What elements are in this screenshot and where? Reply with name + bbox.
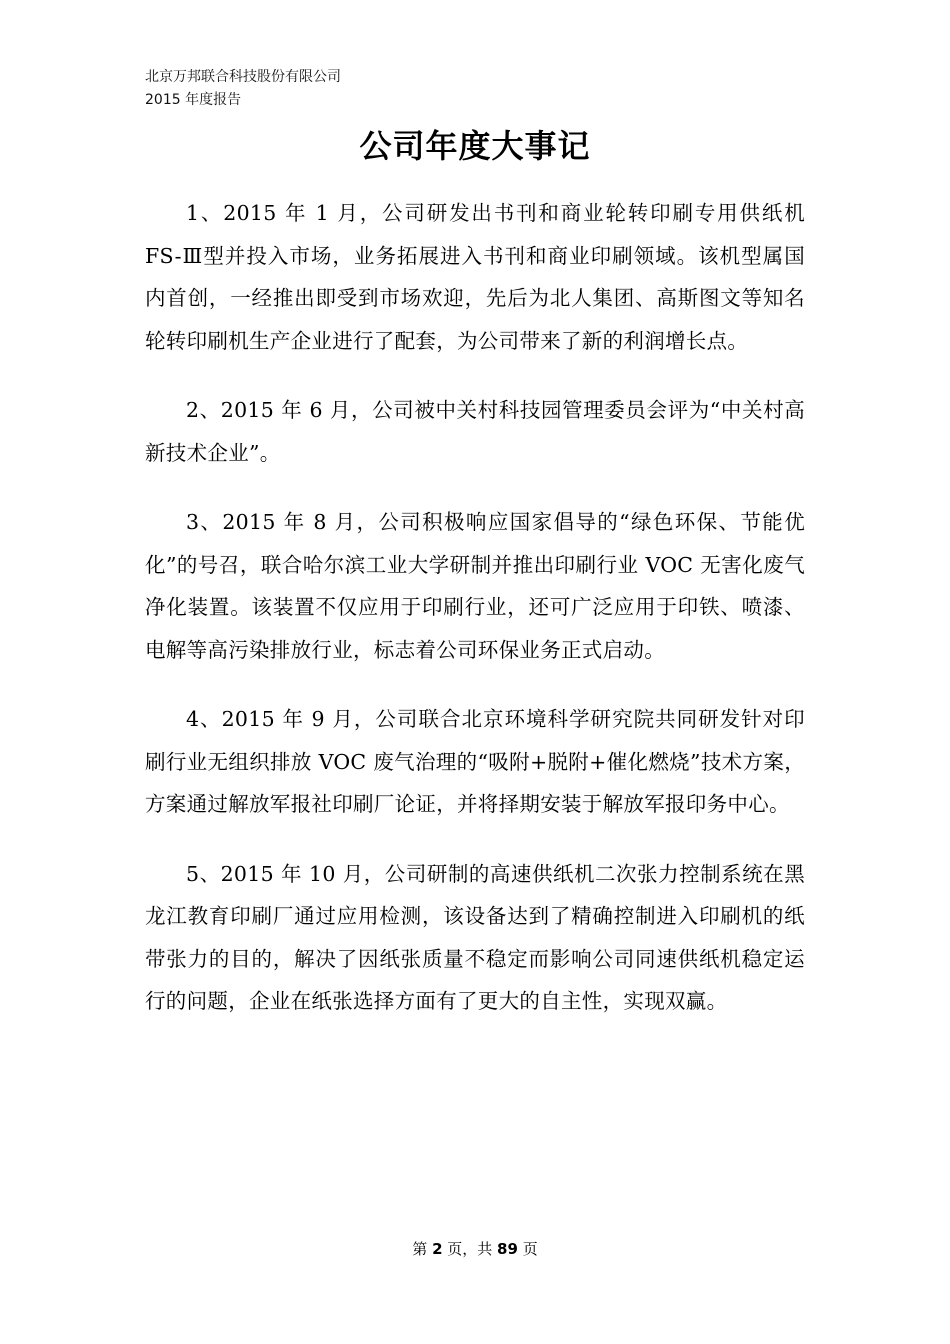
header-company-name: 北京万邦联合科技股份有限公司 <box>145 69 341 85</box>
page-title: 公司年度大事记 <box>359 127 591 165</box>
event-paragraph-3: 3、2015 年 8 月，公司积极响应国家倡导的“绿色环保、节能优化”的号召，联合哈尔滨工业大学研制并推出印刷行业 VOC 无害化废气净化装置。该装置不仅应用于印刷行业，还可广泛应用于印铁、喷漆、电解等高污染排放行业，标志着公司环保业务正式启动。 <box>145 510 805 662</box>
header-report-title: 2015 年度报告 <box>145 92 242 108</box>
page-footer <box>0 1238 950 1260</box>
document-body <box>145 192 805 1050</box>
page-header <box>145 66 341 112</box>
footer-middle: 页，共 <box>442 1240 498 1258</box>
event-paragraph-1: 1、2015 年 1 月，公司研发出书刊和商业轮转印刷专用供纸机 FS-Ⅲ型并投入市场，业务拓展进入书刊和商业印刷领域。该机型属国内首创，一经推出即受到市场欢迎，先后为北人集团、高斯图文等知名轮转印刷机生产企业进行了配套，为公司带来了新的利润增长点。 <box>145 201 805 353</box>
event-paragraph-4: 4、2015 年 9 月，公司联合北京环境科学研究院共同研发针对印刷行业无组织排放 VOC 废气治理的“吸附+脱附+催化燃烧”技术方案，方案通过解放军报社印刷厂论证，并将择期安装于解放军报印务中心。 <box>145 707 805 816</box>
footer-suffix: 页 <box>517 1240 538 1258</box>
footer-total-pages: 89 <box>497 1240 518 1258</box>
footer-prefix: 第 <box>412 1240 433 1258</box>
footer-page-number: 2 <box>432 1240 443 1258</box>
event-paragraph-5: 5、2015 年 10 月，公司研制的高速供纸机二次张力控制系统在黑龙江教育印刷厂通过应用检测，该设备达到了精确控制进入印刷机的纸带张力的目的，解决了因纸张质量不稳定而影响公司同速供纸机稳定运行的问题，企业在纸张选择方面有了更大的自主性，实现双赢。 <box>145 861 805 1013</box>
event-paragraph-2: 2、2015 年 6 月，公司被中关村科技园管理委员会评为“中关村高新技术企业”。 <box>145 398 805 465</box>
